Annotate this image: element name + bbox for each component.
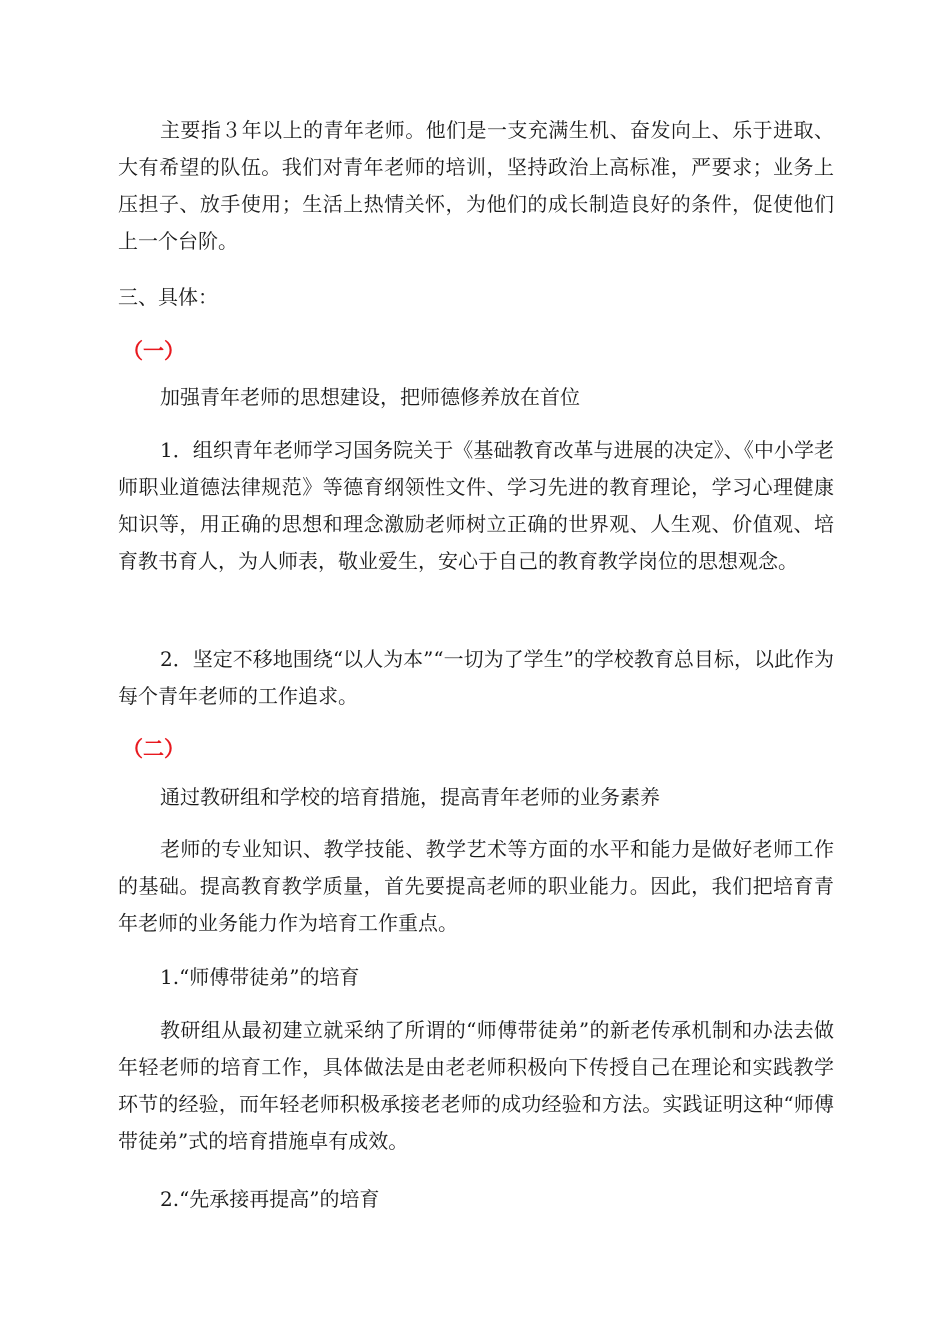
item-2-2-title: 2.“先承接再提高”的培育	[160, 1187, 380, 1211]
subsection-one-label: （一）	[122, 339, 185, 363]
intro-paragraph: 主要指３年以上的青年老师。他们是一支充满生机、奋发向上、乐于进取、大有希望的队伍。我们对青年老师的培训，坚持政治上高标准，严要求；业务上压担子、放手使用；生活上热情关怀，为他们的成长制造良好的条件，促使他们上一个台阶。	[118, 118, 834, 253]
basis-paragraph: 老师的专业知识、教学技能、教学艺术等方面的水平和能力是做好老师工作的基础。提高教育教学质量，首先要提高老师的职业能力。因此，我们把培育青年老师的业务能力作为培育工作重点。	[118, 837, 834, 935]
subsection-two-title: 通过教研组和学校的培育措施，提高青年老师的业务素养	[160, 785, 660, 809]
subsection-two-label: （二）	[122, 737, 185, 761]
item-2-1-title: 1.“师傅带徒弟”的培育	[160, 965, 360, 989]
section-three-heading: 三、具体：	[118, 285, 218, 309]
item-1-1-paragraph: 1．组织青年老师学习国务院关于《基础教育改革与进展的决定》、《中小学老师职业道德法律规范》等德育纲领性文件、学习先进的教育理论，学习心理健康知识等，用正确的思想和理念激励老师树立正确的世界观、人生观、价值观、培育教书育人，为人师表，敬业爱生，安心于自己的教育教学岗位的思想观念。	[118, 438, 834, 573]
item-1-2-paragraph: 2．坚定不移地围绕“以人为本”“一切为了学生”的学校教育总目标，以此作为每个青年老师的工作追求。	[118, 647, 834, 708]
item-2-1-paragraph: 教研组从最初建立就采纳了所谓的“师傅带徒弟”的新老传承机制和办法去做年轻老师的培育工作，具体做法是由老老师积极向下传授自己在理论和实践教学环节的经验，而年轻老师积极承接老老师的成功经验和方法。实践证明这种“师傅带徒弟”式的培育措施卓有成效。	[118, 1018, 834, 1153]
subsection-one-title: 加强青年老师的思想建设，把师德修养放在首位	[160, 385, 580, 409]
